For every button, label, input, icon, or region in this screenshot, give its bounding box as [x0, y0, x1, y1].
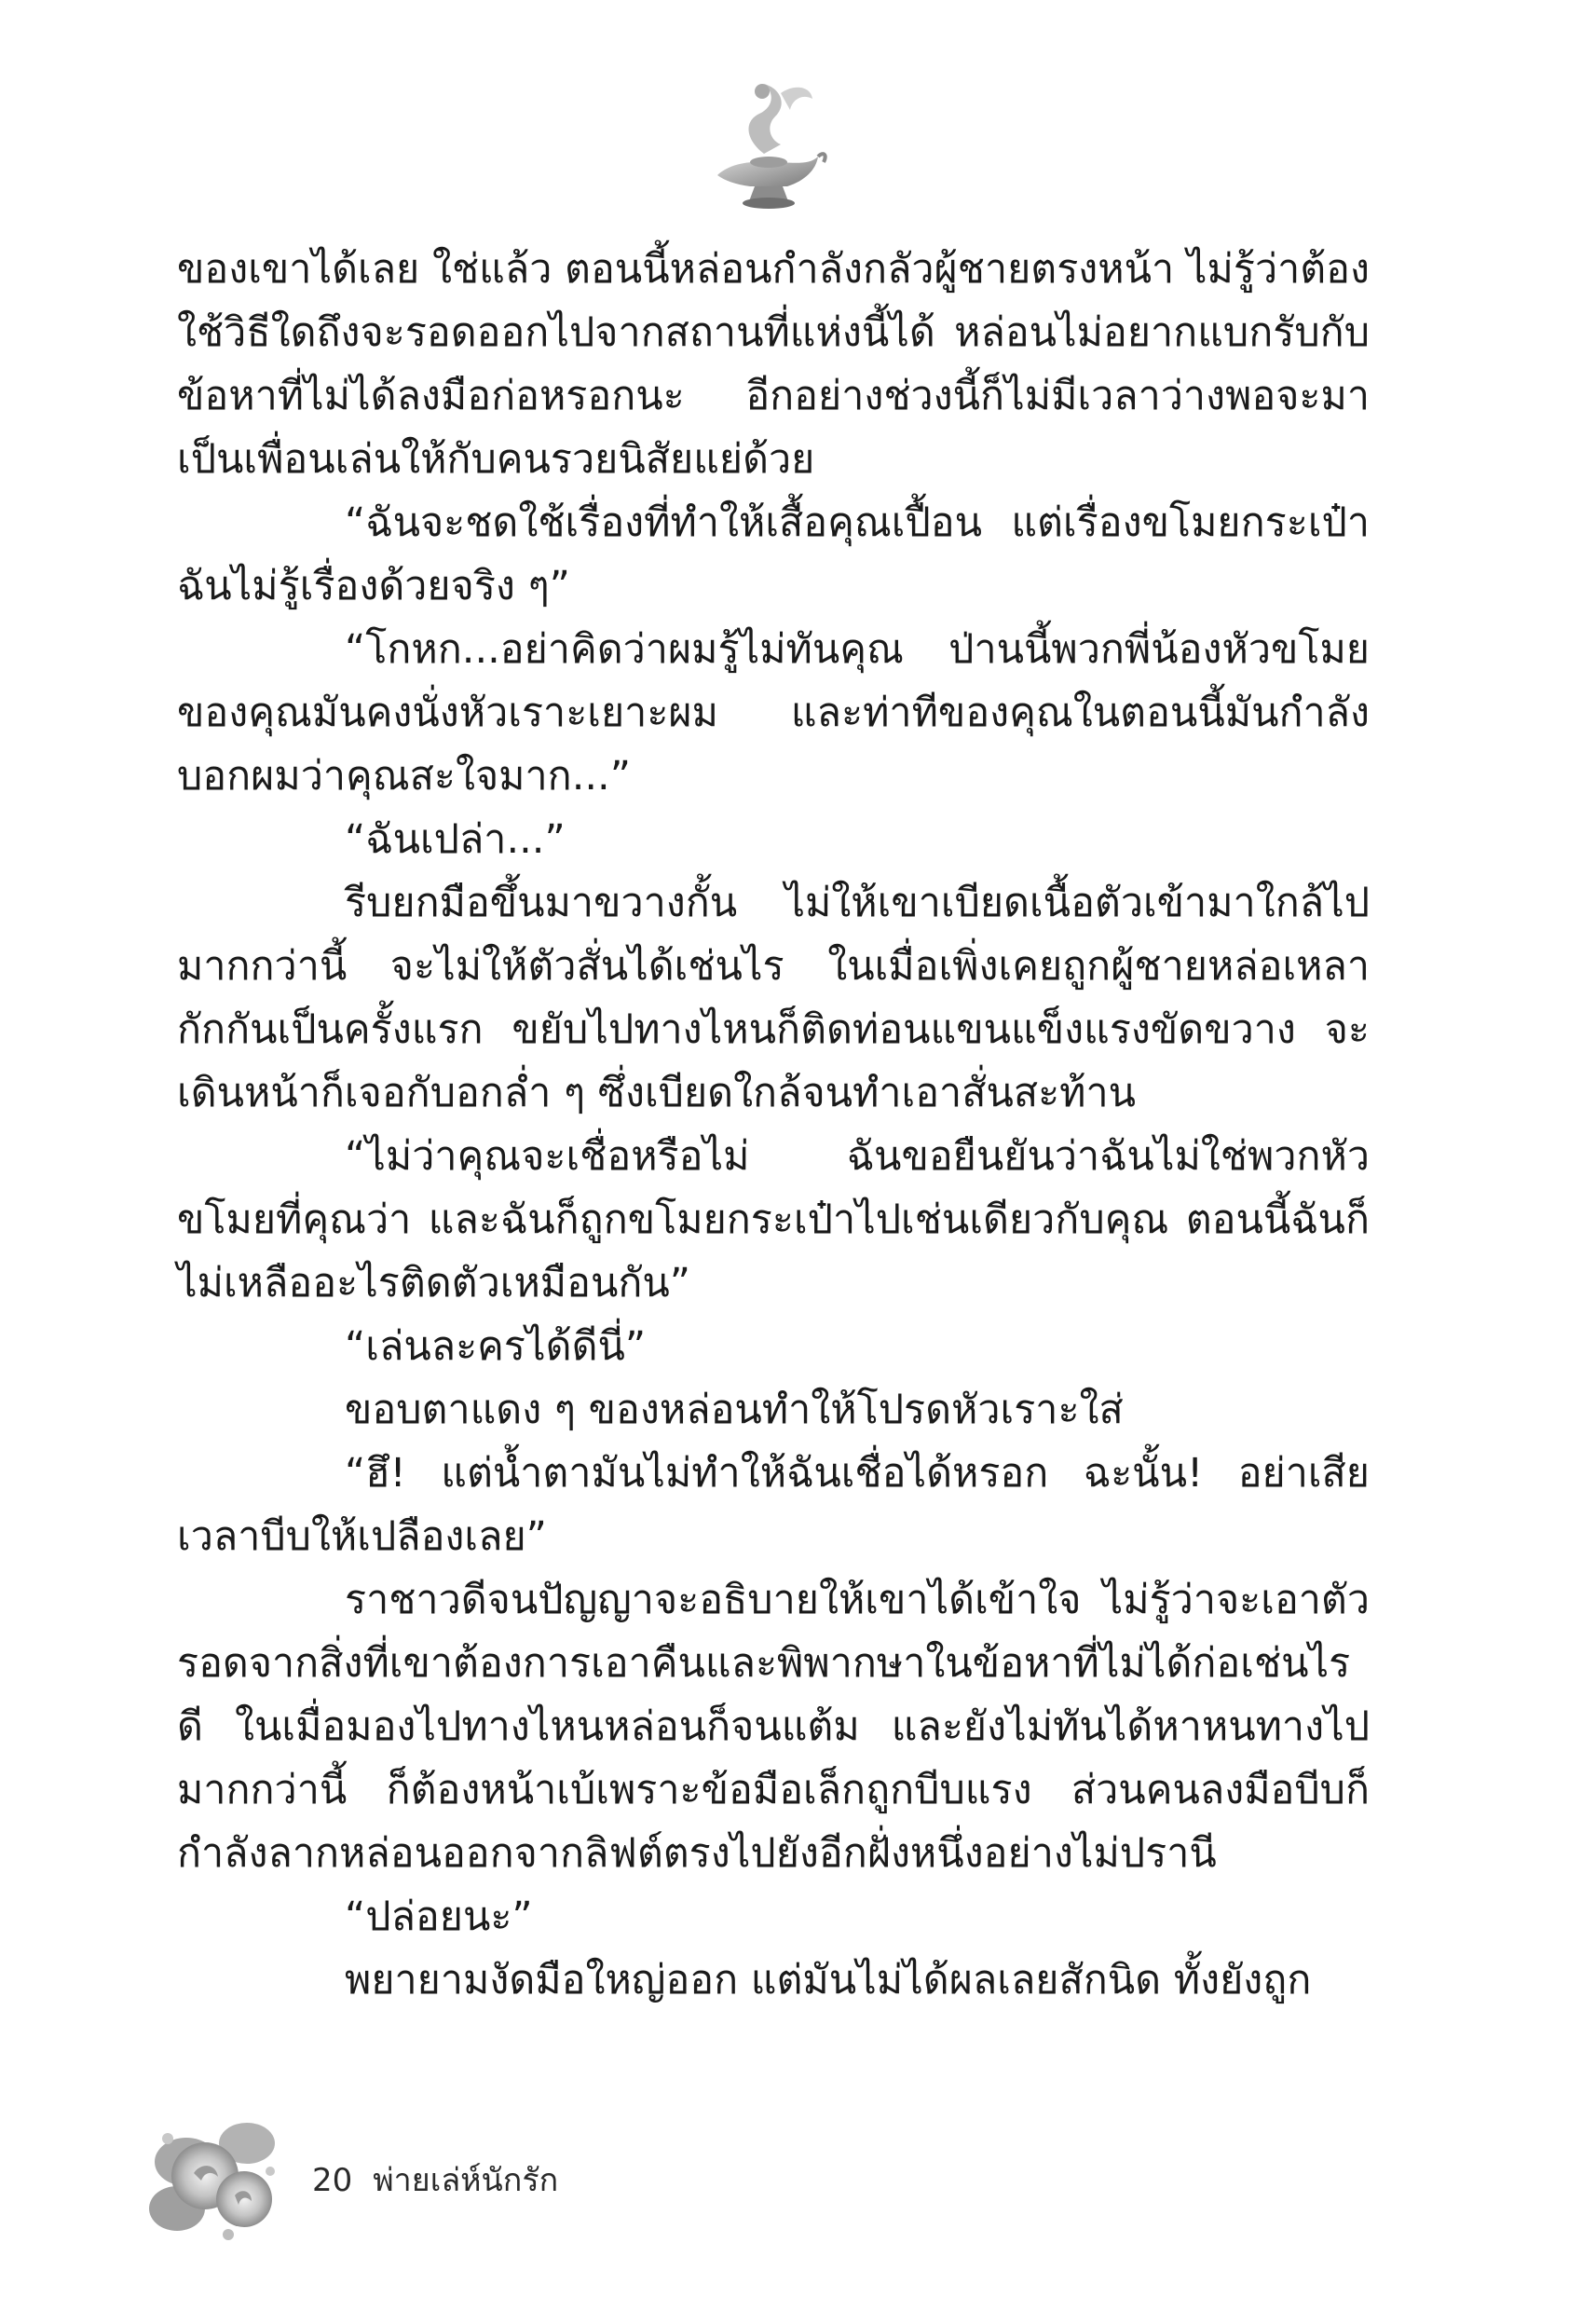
- paragraph: ของเขาได้เลย ใช่แล้ว ตอนนี้หล่อนกำลังกลัวผู้ชายตรงหน้า ไม่รู้ว่าต้องใช้วิธีใดถึงจะรอดออกไปจากสถานที่แห่งนี้ได้ หล่อนไม่อยากแบกรับกับข้อหาที่ไม่ได้ลงมือก่อหรอกนะ อีกอย่างช่วงนี้ก็ไม่มีเวลาว่างพอจะมาเป็นเพื่อนเล่นให้กับคนรวยนิสัยแย่ด้วย: [177, 246, 1370, 483]
- folio: [312, 2154, 579, 2205]
- paragraph: “ปล่อยนะ”: [345, 1894, 533, 1940]
- genie-lamp-icon: [708, 65, 829, 224]
- paragraph: “เล่นละครได้ดีนี่”: [345, 1323, 647, 1370]
- page-number: 20: [312, 2162, 353, 2199]
- paragraph: “ฮึ! แต่น้ำตามันไม่ทำให้ฉันเชื่อได้หรอก ฉะนั้น! อย่าเสียเวลาบีบให้เปลืองเลย”: [177, 1450, 1370, 1560]
- paragraph: ราชาวดีจนปัญญาจะอธิบายให้เขาได้เข้าใจ ไม่รู้ว่าจะเอาตัวรอดจากสิ่งที่เขาต้องการเอาคืนและพิพากษาในข้อหาที่ไม่ได้ก่อเช่นไรดี ในเมื่อมองไปทางไหนหล่อนก็จนแต้ม และยังไม่ทันได้หาหนทางไปมากกว่านี้ ก็ต้องหน้าเบ้เพราะข้อมือเล็กถูกบีบแรง ส่วนคนลงมือบีบก็กำลังลากหล่อนออกจากลิฟต์ตรงไปยังอีกฝั่งหนึ่งอย่างไม่ปรานี: [177, 1577, 1370, 1877]
- paragraph: “ฉันจะชดใช้เรื่องที่ทำให้เสื้อคุณเปื้อน แต่เรื่องขโมยกระเป๋าฉันไม่รู้เรื่องด้วยจริง ๆ”: [177, 499, 1370, 609]
- body-text: [177, 238, 1370, 2012]
- paragraph: “โกหก...อย่าคิดว่าผมรู้ไม่ทันคุณ ป่านนี้พวกพี่น้องหัวขโมยของคุณมันคงนั่งหัวเราะเยาะผม และท่าทีของคุณในตอนนี้มันกำลังบอกผมว่าคุณสะใจมาก...”: [177, 626, 1370, 800]
- page-footer: [140, 2106, 792, 2246]
- paragraph: พยายามงัดมือใหญ่ออก แต่มันไม่ได้ผลเลยสักนิด ทั้งยังถูก: [345, 1957, 1312, 2003]
- paragraph: “ไม่ว่าคุณจะเชื่อหรือไม่ ฉันขอยืนยันว่าฉันไม่ใช่พวกหัวขโมยที่คุณว่า และฉันก็ถูกขโมยกระเป๋าไปเช่นเดียวกับคุณ ตอนนี้ฉันก็ไม่เหลืออะไรติดตัวเหมือนกัน”: [177, 1133, 1370, 1306]
- paragraph: รีบยกมือขึ้นมาขวางกั้น ไม่ให้เขาเบียดเนื้อตัวเข้ามาใกล้ไปมากกว่านี้ จะไม่ให้ตัวสั่นได้เช่นไร ในเมื่อเพิ่งเคยถูกผู้ชายหล่อเหลากักกันเป็นครั้งแรก ขยับไปทางไหนก็ติดท่อนแขนแข็งแรงขัดขวาง จะเดินหน้าก็เจอกับอกล่ำ ๆ ซึ่งเบียดใกล้จนทำเอาสั่นสะท้าน: [177, 880, 1370, 1116]
- paragraph: ขอบตาแดง ๆ ของหล่อนทำให้โปรดหัวเราะใส่: [345, 1387, 1124, 1433]
- rose-bouquet-icon: [140, 2106, 289, 2246]
- book-title: พ่ายเล่ห์นักรัก: [373, 2162, 559, 2199]
- paragraph: “ฉันเปล่า...”: [345, 816, 566, 863]
